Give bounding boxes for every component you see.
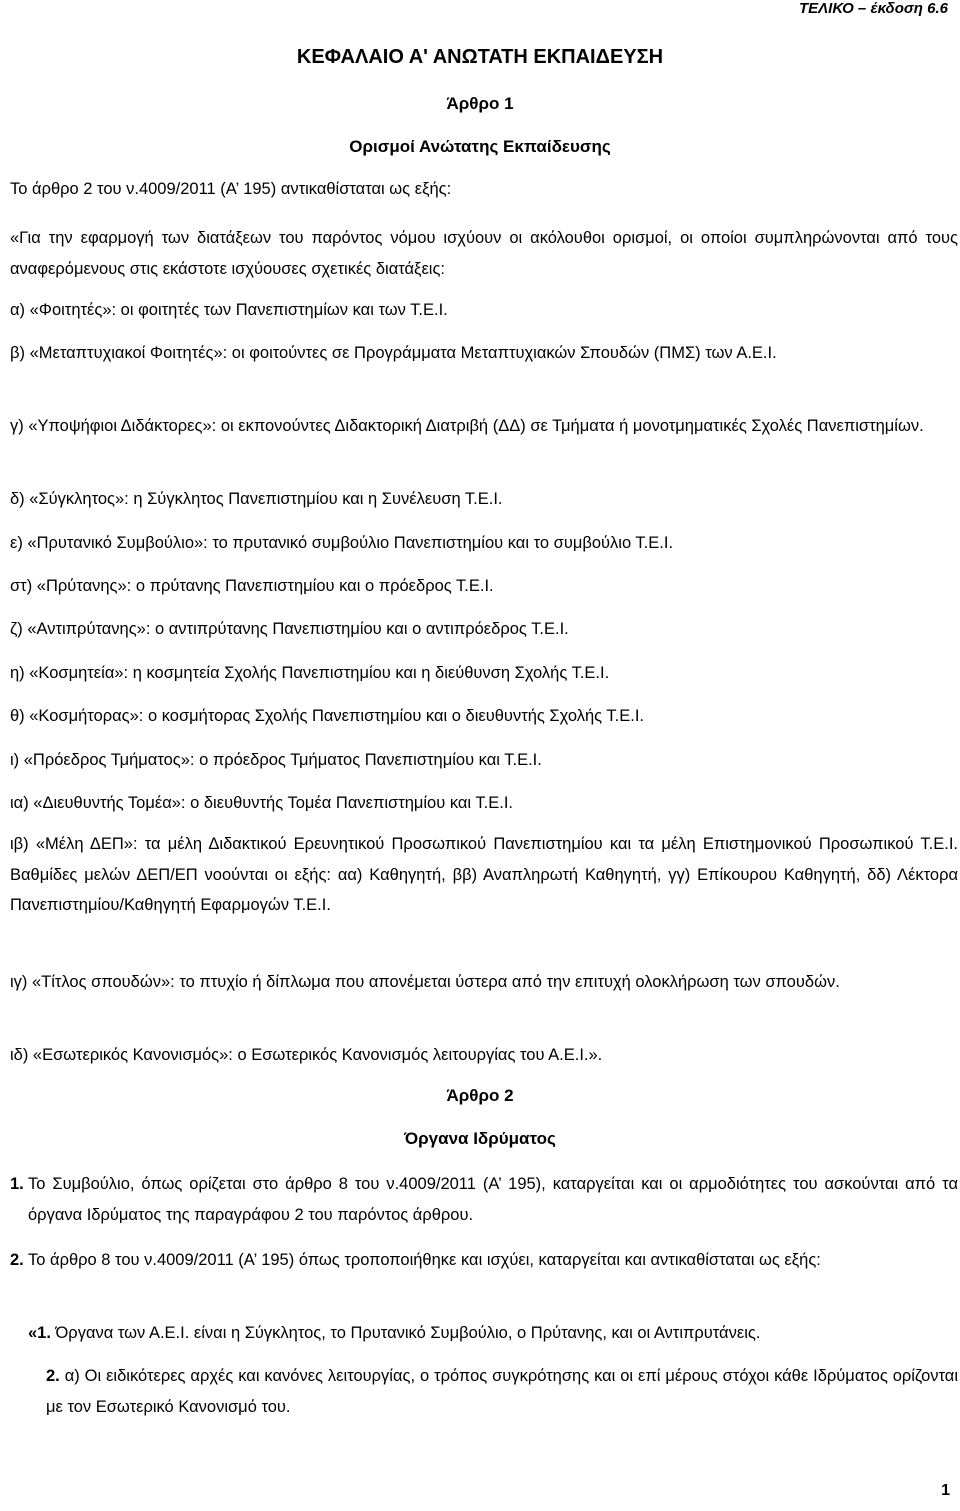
article-1-title: Ορισμοί Ανώτατης Εκπαίδευσης [349,137,611,156]
quoted-para-text: Όργανα των Α.Ε.Ι. είναι η Σύγκλητος, το Πρυτανικό Συμβούλιο, ο Πρύτανης, και οι Αντιπρυτάνεις. [55,1324,761,1342]
chapter-title: ΚΕΦΑΛΑΙΟ Α' ΑΝΩΤΑΤΗ ΕΚΠΑΙΔΕΥΣΗ [296,46,664,68]
article-1-number: Άρθρο 1 [446,94,514,113]
definition-d: δ) «Σύγκλητος»: η Σύγκλητος Πανεπιστημίου και η Συνέλευση Τ.Ε.Ι. [10,490,503,508]
quoted-para-text: α) Οι ειδικότερες αρχές και κανόνες λειτουργίας, ο τρόπος συγκρότησης και οι επί μέρους στόχοι κάθε Ιδρύματος ορίζονται με τον Εσωτερικό Κανονισμό του. [46,1367,959,1416]
article-2-number: Άρθρο 2 [446,1086,514,1105]
definition-id: ιδ) «Εσωτερικός Κανονισμός»: ο Εσωτερικός Κανονισμός λειτουργίας του Α.Ε.Ι.». [10,1046,603,1064]
definition-e: ε) «Πρυτανικό Συμβούλιο»: το πρυτανικό συμβούλιο Πανεπιστημίου και το συμβούλιο Τ.Ε.Ι. [10,534,674,552]
definition-ig: ιγ) «Τίτλος σπουδών»: το πτυχίο ή δίπλωμα που απονέμεται ύστερα από την επιτυχή ολοκλήρωση των σπουδών. [10,973,840,991]
item-text: Το Συμβούλιο, όπως ορίζεται στο άρθρο 8 του ν.4009/2011 (Α’ 195), καταργείται και οι αρμοδιότητες του ασκούνται από τα όργανα Ιδρύματος της παραγράφου 2 του παρόντος άρθρου. [28,1175,958,1224]
quoted-para-number: 2. [46,1367,60,1385]
page-number: 1 [941,1482,950,1499]
definition-th: θ) «Κοσμήτορας»: ο κοσμήτορας Σχολής Πανεπιστημίου και ο διευθυντής Σχολής Τ.Ε.Ι. [10,707,644,725]
definition-i: ι) «Πρόεδρος Τμήματος»: ο πρόεδρος Τμήματος Πανεπιστημίου και Τ.Ε.Ι. [10,751,542,769]
definition-ib: ιβ) «Μέλη ΔΕΠ»: τα μέλη Διδακτικού Ερευνητικού Προσωπικού Πανεπιστημίου και τα μέλη Επιστημονικού Προσωπικού Τ.Ε.Ι. Βαθμίδες μελών ΔΕΠ/ΕΠ νοούνται οι εξής: αα) Καθηγητή, ββ) Αναπληρωτή Καθηγητή, γγ) Επίκουρου Καθηγητή, δδ) Λέκτορα Πανεπιστημίου/Καθηγητή Εφαρμογών Τ.Ε.Ι. [10,835,958,914]
definition-z: ζ) «Αντιπρύτανης»: ο αντιπρύτανης Πανεπιστημίου και ο αντιπρόεδρος Τ.Ε.Ι. [10,620,569,638]
definition-a: α) «Φοιτητές»: οι φοιτητές των Πανεπιστημίων και των Τ.Ε.Ι. [10,301,448,319]
quoted-para-number: «1. [28,1324,51,1342]
article-1-lead: «Για την εφαρμογή των διατάξεων του παρόντος νόμου ισχύουν οι ακόλουθοι ορισμοί, οι οποίοι συμπληρώνονται από τους αναφερόμενους στις εκάστοτε ισχύουσες σχετικές διατάξεις: [10,229,958,278]
article-2-item-1 [10,1169,958,1230]
article-2-quoted-para-2 [46,1361,958,1422]
article-1-intro: Το άρθρο 2 του ν.4009/2011 (Α’ 195) αντικαθίσταται ως εξής: [10,180,452,198]
article-2-title: Όργανα Ιδρύματος [404,1129,556,1148]
definition-c: γ) «Υποψήφιοι Διδάκτορες»: οι εκπονούντες Διδακτορική Διατριβή (ΔΔ) σε Τμήματα ή μονοτμηματικές Σχολές Πανεπιστημίων. [10,417,924,435]
definition-ia: ια) «Διευθυντής Τομέα»: ο διευθυντής Τομέα Πανεπιστημίου και Τ.Ε.Ι. [10,794,513,812]
article-2-quoted-para-1 [28,1318,958,1349]
item-number: 1. [10,1175,24,1193]
definition-st: στ) «Πρύτανης»: ο πρύτανης Πανεπιστημίου και ο πρόεδρος Τ.Ε.Ι. [10,577,494,595]
article-2-item-2 [10,1245,958,1276]
definition-b: β) «Μεταπτυχιακοί Φοιτητές»: οι φοιτούντες σε Προγράμματα Μεταπτυχιακών Σπουδών (ΠΜΣ) των Α.Ε.Ι. [10,344,777,362]
document-version-header: ΤΕΛΙΚΟ – έκδοση 6.6 [799,0,948,17]
item-text: Το άρθρο 8 του ν.4009/2011 (Α’ 195) όπως τροποποιήθηκε και ισχύει, καταργείται και αντικαθίσταται ως εξής: [28,1251,821,1269]
item-number: 2. [10,1251,24,1269]
definition-h: η) «Κοσμητεία»: η κοσμητεία Σχολής Πανεπιστημίου και η διεύθυνση Σχολής Τ.Ε.Ι. [10,664,610,682]
